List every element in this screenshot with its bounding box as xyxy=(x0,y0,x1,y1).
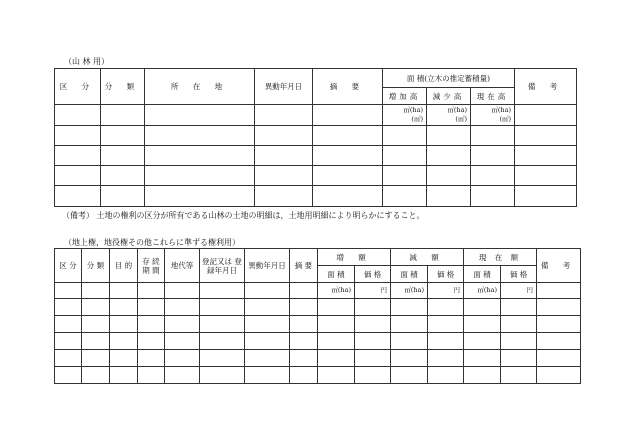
header-idou: 異動年月日 xyxy=(255,69,313,105)
r-header-sonzoku: 存 続 期 間 xyxy=(138,249,165,283)
unit-cell: 円 xyxy=(501,283,537,299)
r-header-biko: 備 考 xyxy=(537,249,581,283)
table-row xyxy=(55,299,581,316)
r-header-bunrui: 分 類 xyxy=(82,249,110,283)
header-zouka: 増加高 xyxy=(383,88,427,105)
unit-cell: ㎡(ha) xyxy=(318,283,355,299)
header-genzai: 現在高 xyxy=(471,88,515,105)
table-row xyxy=(55,350,581,367)
header-kubun: 区 分 xyxy=(55,69,101,105)
r-header-gengaku: 減 額 xyxy=(391,249,464,266)
unit-cell: ㎡(ha) xyxy=(464,283,501,299)
r-header-kakaku: 価 格 xyxy=(428,266,464,283)
note: （備考） 土地の権利の区分が所有である山林の土地の明細は，土地用明細により明らかにすること。 xyxy=(62,211,425,220)
header-shozaichi: 所 在 地 xyxy=(145,69,255,105)
header-menseki: 面 積(立木の推定蓄積量) xyxy=(383,69,515,88)
header-genshou: 減少高 xyxy=(427,88,471,105)
header-biko: 備 考 xyxy=(515,69,577,105)
r-header-zougaku: 増 額 xyxy=(318,249,391,266)
r-header-touki: 登記又は 登録年月日 xyxy=(200,249,245,283)
header-bunrui: 分 類 xyxy=(101,69,145,105)
header-tekiyo: 摘 要 xyxy=(313,69,383,105)
table-row xyxy=(55,333,581,350)
unit-cell: ㎡(ha) (㎥) xyxy=(427,105,471,126)
table-row xyxy=(55,316,581,333)
r-header-mokuteki: 目 的 xyxy=(110,249,138,283)
table-row xyxy=(55,166,577,186)
unit-cell: ㎡(ha) xyxy=(391,283,428,299)
r-header-genzaigaku: 現 在 額 xyxy=(464,249,537,266)
r-header-chidai: 地代等 xyxy=(165,249,200,283)
r-header-menseki: 面 積 xyxy=(318,266,355,283)
table-row xyxy=(55,283,581,299)
r-header-kakaku: 価 格 xyxy=(355,266,391,283)
r-header-kubun: 区 分 xyxy=(55,249,82,283)
unit-cell: ㎡(ha) (㎥) xyxy=(471,105,515,126)
unit-cell: 円 xyxy=(428,283,464,299)
table-row xyxy=(55,367,581,384)
r-header-tekiyo: 摘 要 xyxy=(290,249,318,283)
table-row xyxy=(55,186,577,207)
forest-table xyxy=(54,68,577,207)
r-header-menseki: 面 積 xyxy=(391,266,428,283)
table-row xyxy=(55,126,577,146)
r-header-menseki: 面 積 xyxy=(464,266,501,283)
r-header-kakaku: 価 格 xyxy=(501,266,537,283)
table-row xyxy=(55,105,577,126)
unit-cell: ㎡(ha) (㎥) xyxy=(383,105,427,126)
unit-cell: 円 xyxy=(355,283,391,299)
rights-table xyxy=(54,248,581,384)
forest-caption: （山 林 用） xyxy=(64,57,110,66)
r-header-idou: 異動年月日 xyxy=(245,249,290,283)
table-row xyxy=(55,146,577,166)
rights-caption: （地上権，地役権その他これらに準ずる権利用） xyxy=(64,238,240,247)
